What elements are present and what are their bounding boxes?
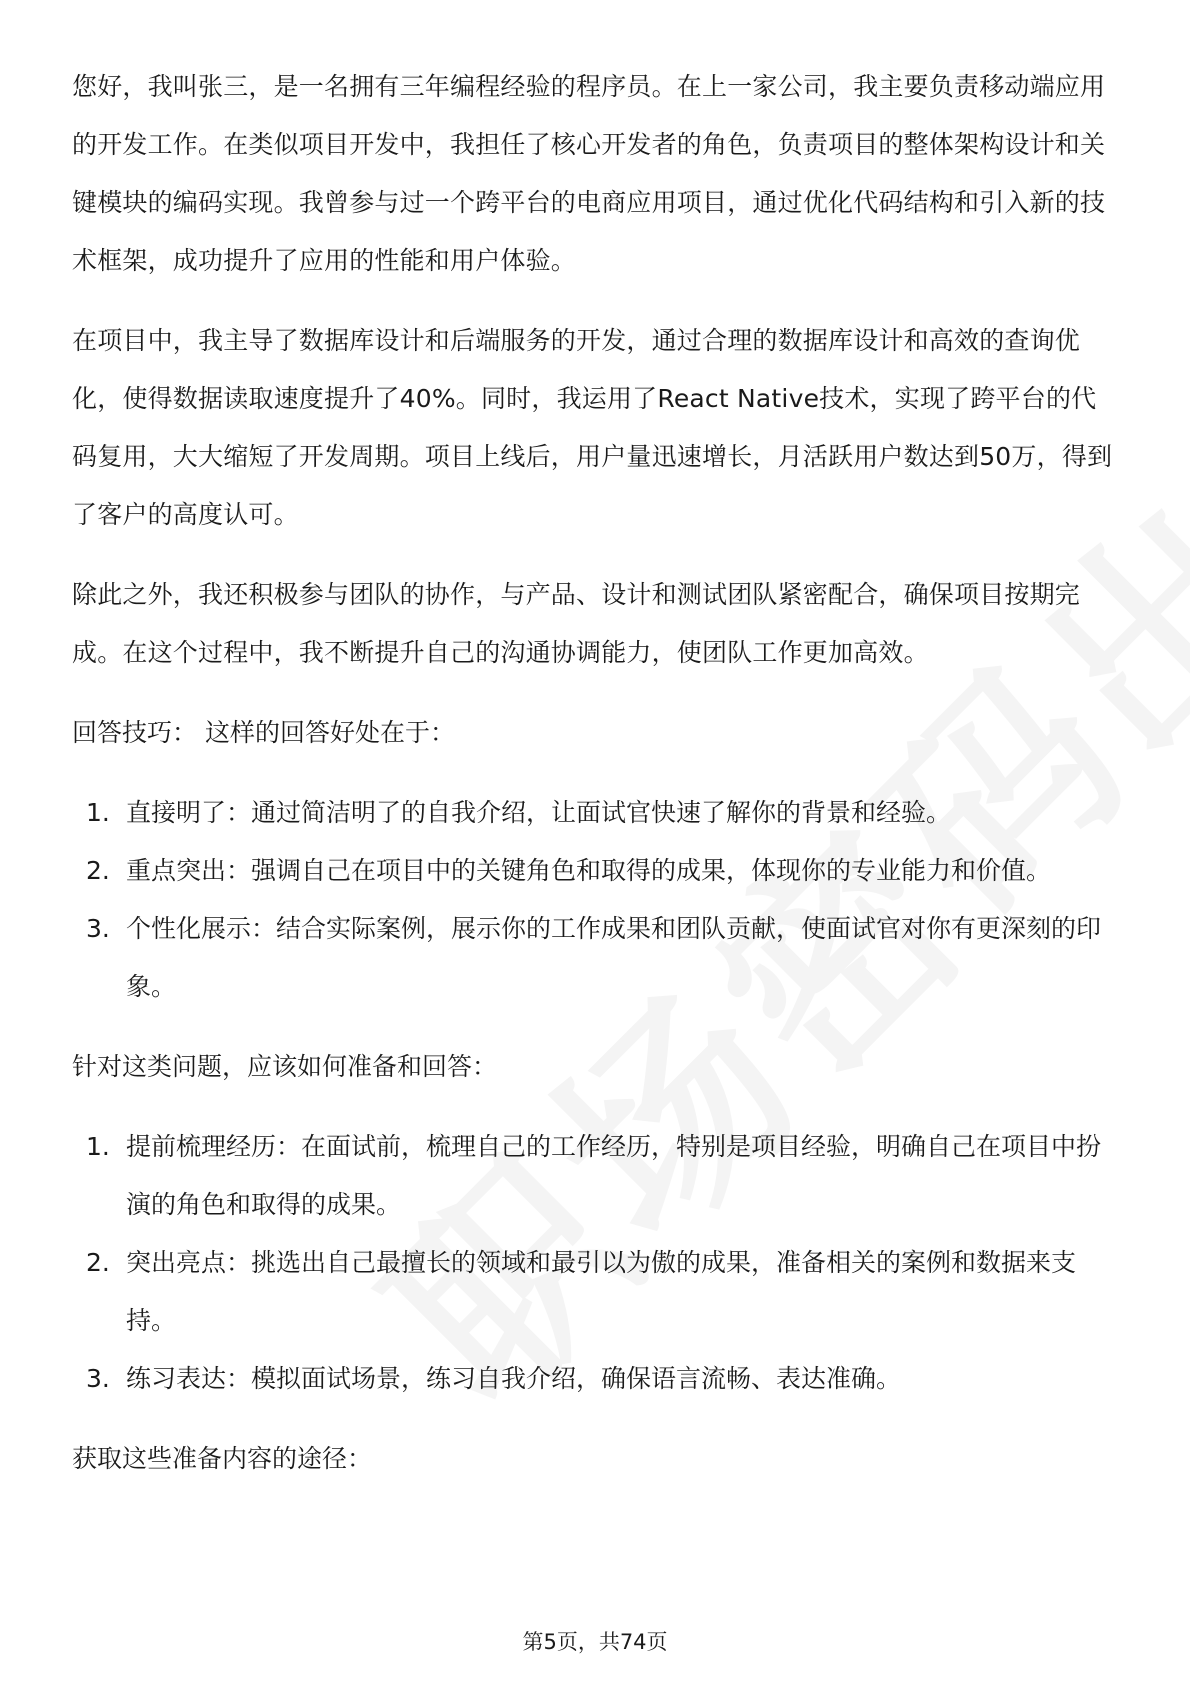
list-item: 1. 提前梳理经历：在面试前，梳理自己的工作经历，特别是项目经验，明确自己在项目中扮演的角色和取得的成果。 xyxy=(86,1132,1102,1219)
tips-list xyxy=(72,784,1118,1016)
tips-heading: 回答技巧： 这样的回答好处在于： xyxy=(72,718,455,747)
paragraph-intro: 您好，我叫张三，是一名拥有三年编程经验的程序员。在上一家公司，我主要负责移动端应用的开发工作。在类似项目开发中，我担任了核心开发者的角色，负责项目的整体架构设计和关键模块的编码实现。我曾参与过一个跨平台的电商应用项目，通过优化代码结构和引入新的技术框架，成功提升了应用的性能和用户体验。 xyxy=(72,72,1106,275)
prep-list xyxy=(72,1118,1118,1408)
sources-heading: 获取这些准备内容的途径： xyxy=(72,1444,373,1473)
document-body xyxy=(72,58,1118,1510)
list-item: 2. 突出亮点：挑选出自己最擅长的领域和最引以为傲的成果，准备相关的案例和数据来支持。 xyxy=(86,1248,1077,1335)
list-item: 1. 直接明了：通过简洁明了的自我介绍，让面试官快速了解你的背景和经验。 xyxy=(86,798,952,827)
paragraph-teamwork: 除此之外，我还积极参与团队的协作，与产品、设计和测试团队紧密配合，确保项目按期完成。在这个过程中，我不断提升自己的沟通协调能力，使团队工作更加高效。 xyxy=(72,580,1081,667)
prep-heading: 针对这类问题，应该如何准备和回答： xyxy=(72,1052,498,1081)
list-item: 3. 练习表达：模拟面试场景，练习自我介绍，确保语言流畅、表达准确。 xyxy=(86,1364,902,1393)
page-number-footer: 第5页，共74页 xyxy=(522,1630,668,1654)
list-item: 3. 个性化展示：结合实际案例，展示你的工作成果和团队贡献，使面试官对你有更深刻的印象。 xyxy=(86,914,1102,1001)
list-item: 2. 重点突出：强调自己在项目中的关键角色和取得的成果，体现你的专业能力和价值。 xyxy=(86,856,1052,885)
paragraph-project: 在项目中，我主导了数据库设计和后端服务的开发，通过合理的数据库设计和高效的查询优化，使得数据读取速度提升了40%。同时，我运用了React Native技术，实现了跨平台的代码复用，大大缩短了开发周期。项目上线后，用户量迅速增长，月活跃用户数达到50万，得到了客户的高度认可。 xyxy=(72,326,1113,529)
